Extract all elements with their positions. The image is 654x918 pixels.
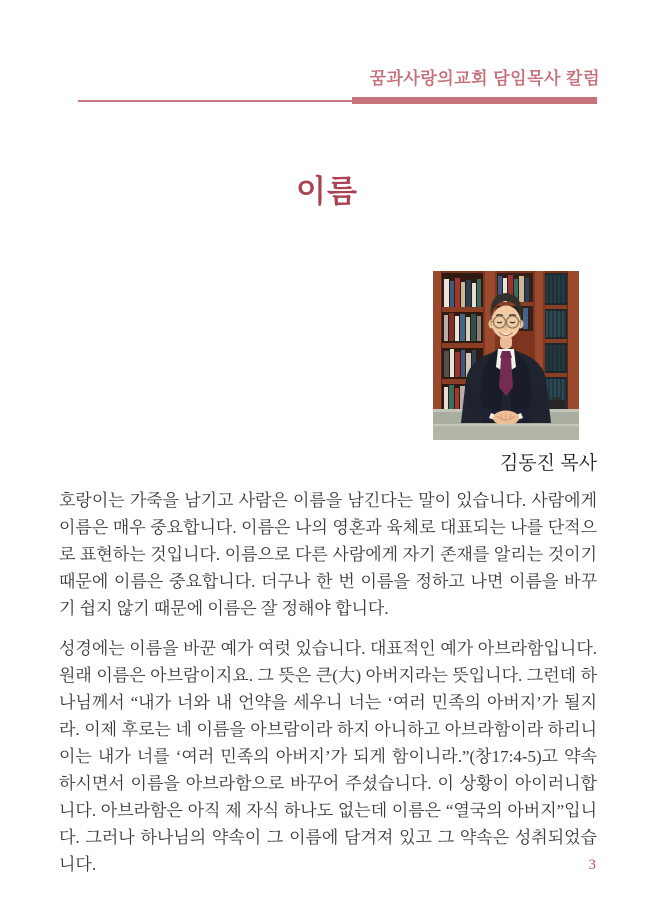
page-number: 3	[588, 857, 596, 873]
right-books	[546, 275, 566, 417]
page-title: 이름	[296, 174, 358, 209]
paragraph-1: 호랑이는 가죽을 남기고 사람은 이름을 남긴다는 말이 있습니다. 사람에게 이름은 매우 중요합니다. 이름은 나의 영혼과 육체로 대표되는 나를 단적으로 표현하는 것입니다. 이름으로 다른 사람에게 자기 존재를 알리는 것이기 때문에 이름은 중요합니다. 더구나 한 번 이름을 정하고 나면 이름을 바꾸기 쉽지 않기 때문에 이름은 잘 정해야 합니다.	[59, 491, 597, 618]
pastor-portrait-photo	[433, 271, 579, 440]
pastor-portrait-illustration	[433, 271, 579, 440]
header-rule-thick	[352, 97, 597, 104]
author-caption: 김동진 목사	[499, 453, 597, 474]
paragraph-2: 성경에는 이름을 바꾼 예가 여럿 있습니다. 대표적인 예가 아브라함입니다. 원래 이름은 아브람이지요. 그 뜻은 큰(大) 아버지라는 뜻입니다. 그런데 하나님께서 “내가 너와 내 언약을 세우니 너는 ‘여러 민족의 아버지’가 될지라. 이제 후로는 네 이름을 아브람이라 하지 아니하고 아브라함이라 하리니 이는 내가 너를 ‘여러 민족의 아버지’가 되게 함이니라.”(창17:4-5)고 약속하시면서 이름을 아브라함으로 바꾸어 주셨습니다. 이 상황이 아이러니합니다. 아브라함은 아직 제 자식 하나도 없는데 이름은 “열국의 아버지”입니다. 그러나 하나님의 약속이 그 이름에 담겨져 있고 그 약속은 성취되었습니다.	[59, 639, 597, 874]
article-body	[59, 487, 597, 878]
column-header-label: 꿈과사랑의교회 담임목사 칼럼	[369, 69, 600, 88]
